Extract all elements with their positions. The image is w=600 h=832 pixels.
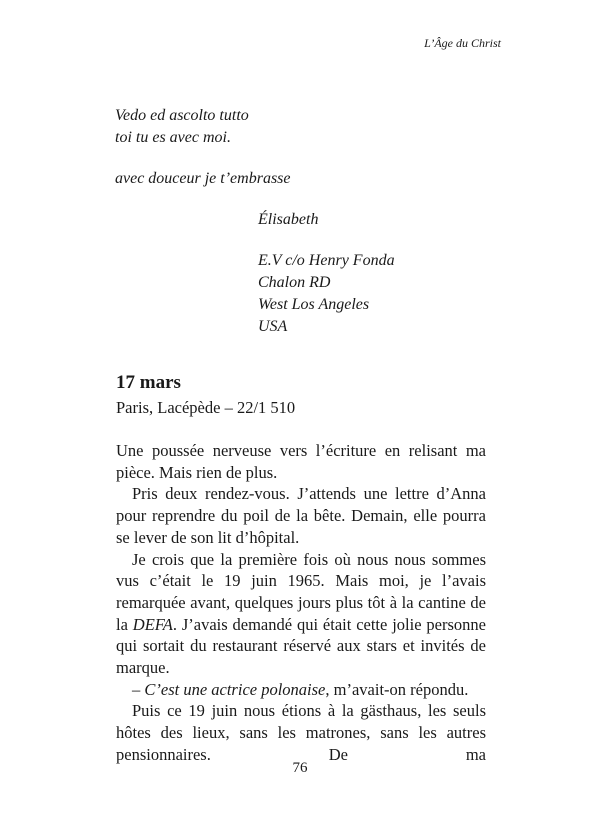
dialogue-quote: C’est une actrice polonaise [144, 679, 326, 699]
running-header: L’Âge du Christ [424, 36, 501, 50]
page-number: 76 [292, 760, 308, 776]
letter-poem-line-2: toi tu es avec moi. [115, 129, 231, 146]
entry-body [116, 440, 486, 766]
letter-address-line-2: Chalon RD [258, 274, 331, 291]
paragraph-2: Pris deux rendez-vous. J’attends une lettre d’Anna pour reprendre du poil de la bête. Demain, elle pourra se lever de son lit d’hôpital. [116, 484, 486, 547]
letter-address-line-1: E.V c/o Henry Fonda [258, 252, 395, 269]
dialogue-tail: , m’avait-on répondu. [325, 679, 469, 699]
letter-address-line-4: USA [258, 318, 288, 335]
paragraph-3-text-end: . J’avais demandé qui était cette jolie personne qui sortait du restaurant réservé aux stars et invités de marque. [116, 614, 486, 678]
paragraph-3-emphasis: DEFA [132, 614, 173, 634]
paragraph-3 [116, 549, 486, 679]
paragraph-1: Une poussée nerveuse vers l’écriture en relisant ma pièce. Mais rien de plus. [116, 441, 486, 482]
letter-address-line-3: West Los Angeles [258, 296, 370, 313]
paragraph-5: Puis ce 19 juin nous étions à la gästhaus, les seuls hôtes des lieux, sans les matrones, sans les autres pensionnaires. De ma [116, 701, 486, 764]
paragraph-4-dialogue [116, 679, 486, 701]
paragraph-3-text: Je crois que la première fois où nous nous sommes vus c’était le 19 juin 1965. Mais moi, je l’avais remarquée avant, quelques jours plus tôt à la cantine de la [116, 549, 486, 634]
letter-closing: avec douceur je t’embrasse [115, 170, 291, 187]
entry-place-line: Paris, Lacépède – 22/1 510 [116, 398, 296, 417]
dialogue-dash: – [132, 679, 145, 699]
letter-signature: Élisabeth [258, 211, 319, 228]
entry-date-heading: 17 mars [116, 372, 181, 393]
letter-poem-line-1: Vedo ed ascolto tutto [115, 107, 249, 124]
